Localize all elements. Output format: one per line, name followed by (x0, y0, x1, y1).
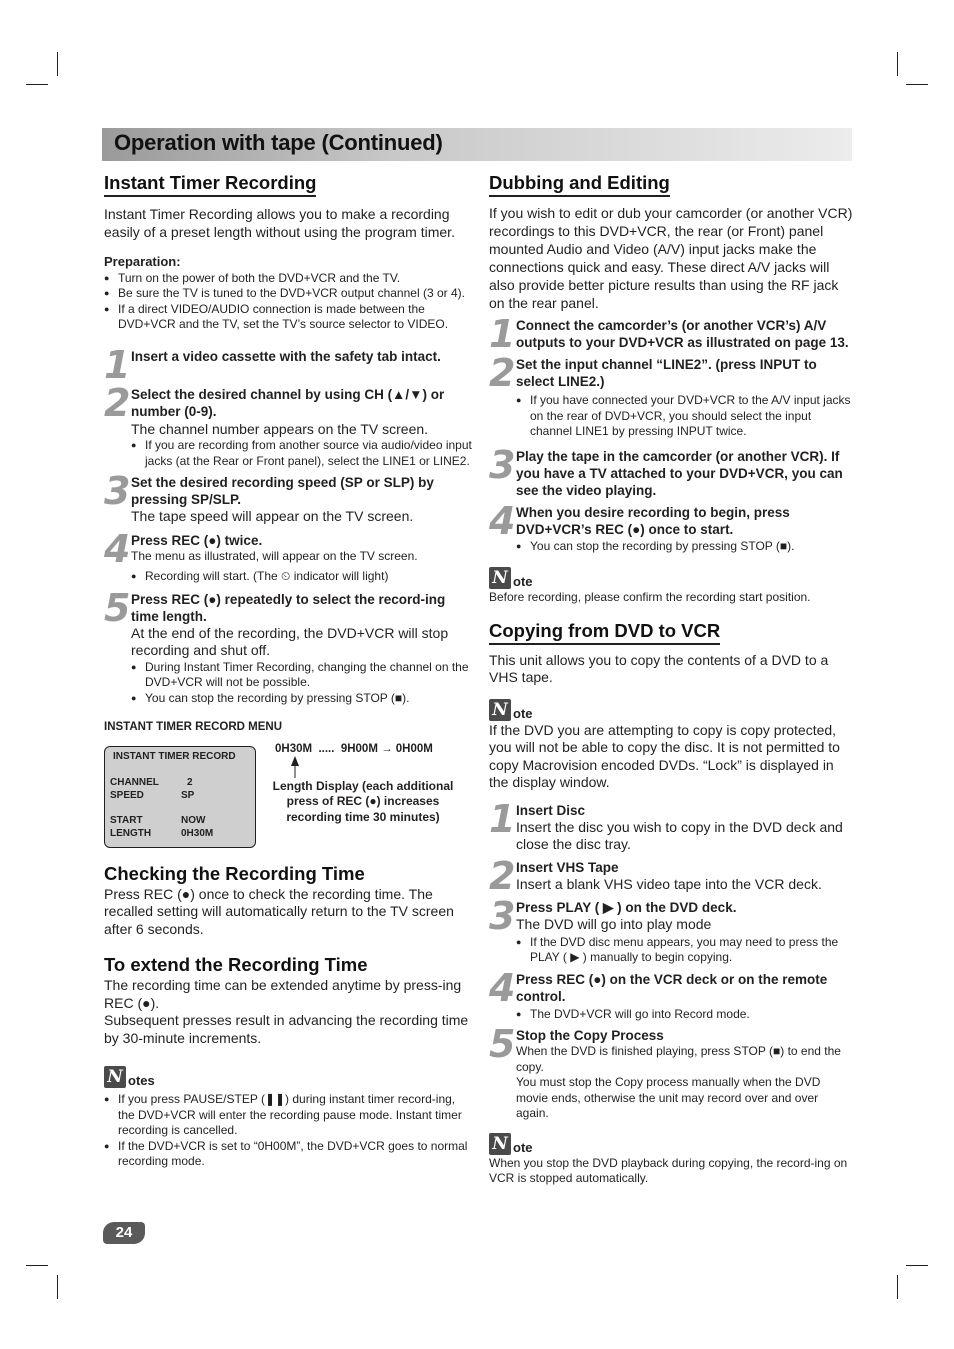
checking-heading: Checking the Recording Time (104, 862, 365, 884)
step-title: Insert Disc (516, 802, 586, 818)
menu-caption: INSTANT TIMER RECORD MENU (104, 721, 283, 733)
step-number: 4 (489, 965, 514, 1010)
step-title: Set the desired recording speed (SP or SLP) by pressing SP/SLP. (131, 475, 434, 507)
step-number: 2 (489, 351, 514, 395)
list-item: ● During Instant Timer Recording, changing the channel on the DVD+VCR will not be possible. (131, 660, 474, 691)
step-number: 1 (104, 342, 129, 387)
list-item: ● If you have connected your DVD+VCR to the A/V input jacks on the rear of DVD+VCR, you should select the input channel LINE1 by pressing INPUT twice. (516, 393, 854, 440)
list-item: ● You can stop the recording by pressing STOP (■). (516, 539, 854, 555)
step-title: Connect the camcorder’s (or another VCR’s) A/V outputs to your DVD+VCR as illustrated on page 13. (516, 318, 849, 350)
step-title: Press REC (●) twice. (131, 532, 263, 548)
dubbing-heading: Dubbing and Editing (489, 172, 670, 197)
copying-heading: Copying from DVD to VCR (489, 620, 720, 645)
dubbing-step-1 (489, 312, 854, 356)
step-number: 5 (489, 1022, 514, 1066)
dubbing-intro: If you wish to edit or dub your camcorder (or another VCR) recordings to this DVD+VCR, the rear (or Front) panel mounted Audio and Video (A/V) input jacks make the connections quick and easy. These direct A/V jacks will also provide better picture results than using the RF jack on the rear panel. (489, 205, 853, 311)
list-item: ● Recording will start. (The ⏲ indicator will light) (131, 569, 474, 585)
dubbing-note-text: Before recording, please confirm the recording start position. (489, 590, 811, 604)
menu-title: INSTANT TIMER RECORD (113, 750, 236, 762)
length-sequence: 0H30M ..... 9H00M → 0H00M (275, 742, 433, 755)
list-item: ● The DVD+VCR will go into Record mode. (516, 1007, 854, 1023)
note-icon: N (104, 1066, 126, 1088)
step-text: The menu as illustrated, will appear on the TV screen. (131, 548, 418, 563)
step-number: 5 (104, 585, 129, 630)
dubbing-note-header (489, 567, 854, 589)
menu-start-label: START (110, 814, 143, 826)
step-number: 1 (489, 796, 514, 841)
preparation-list (104, 271, 474, 333)
menu-length-value: 0H30M (181, 827, 214, 839)
list-item: ● If the DVD disc menu appears, you may need to press the PLAY ( ▶ ) manually to begin copying. (516, 935, 854, 966)
step-number: 2 (104, 380, 129, 425)
list-item: ● If the DVD+VCR is set to “0H00M”, the DVD+VCR goes to normal recording mode. (104, 1139, 474, 1170)
menu-channel-label: CHANNEL (110, 776, 159, 788)
instant-step-2 (104, 380, 474, 470)
step-text: The channel number appears on the TV screen. (131, 420, 429, 437)
step-number: 1 (489, 312, 514, 356)
step-text: At the end of the recording, the DVD+VCR will stop recording and shut off. (131, 624, 449, 658)
note-icon: N (489, 1133, 511, 1155)
crop-mark (26, 84, 48, 85)
copy-step-1 (489, 796, 854, 854)
step-title: Press REC (●) on the VCR deck or on the remote control. (516, 971, 828, 1004)
dubbing-step-2 (489, 351, 854, 440)
list-item: ● If you press PAUSE/STEP (❚❚) during instant timer record-ing, the DVD+VCR will enter the recording pause mode. Instant timer recording is cancelled. (104, 1092, 474, 1139)
notes-header (104, 1066, 474, 1088)
instant-step-4 (104, 526, 474, 585)
note-label: ote (513, 1139, 533, 1155)
menu-start-value: NOW (181, 814, 206, 826)
list-item: ● You can stop the recording by pressing STOP (■). (131, 691, 474, 707)
crop-mark (897, 1275, 898, 1299)
right-column (489, 172, 854, 1187)
step-number: 4 (104, 526, 129, 571)
notes-label: otes (128, 1073, 155, 1088)
copy-step-5 (489, 1022, 854, 1122)
step-title: Insert VHS Tape (516, 859, 619, 875)
length-description: Length Display (each additional press of REC (●) increases recording time 30 minutes) (272, 778, 454, 824)
step-text: The tape speed will appear on the TV screen. (131, 508, 414, 524)
step-number: 3 (104, 469, 129, 513)
dubbing-step-3 (489, 442, 854, 499)
copying-note-text: If the DVD you are attempting to copy is copy protected, you will not be able to copy the disc. It is not permitted to copy Macrovision encoded DVDs. “Lock” is displayed in the display window. (489, 721, 840, 790)
step-text: The DVD will go into play mode (516, 916, 712, 932)
step-title: Press REC (●) repeatedly to select the record-ing time length. (131, 591, 446, 624)
crop-mark (57, 1275, 58, 1299)
extend-heading: To extend the Recording Time (104, 954, 368, 975)
copying-note2-text: When you stop the DVD playback during copying, the record-ing on VCR is stopped automatically. (489, 1155, 848, 1185)
step-text: You must stop the Copy process manually when the DVD movie ends, otherwise the unit may record over and over again. (516, 1075, 821, 1120)
step-number: 3 (489, 442, 514, 487)
menu-speed-value: SP (181, 789, 195, 801)
copying-note-header (489, 699, 854, 721)
step-title: When you desire recording to begin, press DVD+VCR’s REC (●) once to start. (516, 504, 790, 537)
step-number: 3 (489, 894, 514, 938)
section-banner (102, 128, 852, 161)
copy-step-4 (489, 965, 854, 1023)
copy-step-2 (489, 853, 854, 898)
copying-intro: This unit allows you to copy the contents of a DVD to a VHS tape. (489, 651, 829, 685)
menu-channel-value: 2 (187, 776, 193, 788)
note-icon: N (489, 699, 511, 721)
left-column (104, 172, 474, 1170)
step-title: Insert a video cassette with the safety tab intact. (131, 348, 441, 364)
note-label: ote (513, 705, 533, 721)
page-title: Operation with tape (Continued) (114, 130, 443, 155)
step-text: When the DVD is finished playing, press STOP (■) to end the copy. (516, 1044, 841, 1074)
list-item: ● If a direct VIDEO/AUDIO connection is made between the DVD+VCR and the TV, set the TV’s source selector to VIDEO. (104, 302, 474, 333)
step-number: 2 (489, 853, 514, 898)
tv-menu-screen (104, 746, 256, 848)
instant-step-1 (104, 342, 474, 387)
step-number: 4 (489, 498, 514, 543)
list-item: ● Turn on the power of both the DVD+VCR and the TV. (104, 271, 474, 287)
note-icon: N (489, 567, 511, 589)
step-title: Stop the Copy Process (516, 1028, 664, 1043)
list-item: ● If you are recording from another source via audio/video input jacks (at the Rear or Front panel), select the LINE1 or LINE2. (131, 438, 474, 469)
crop-mark (57, 52, 58, 76)
note-label: ote (513, 574, 533, 589)
copy-step-3 (489, 894, 854, 966)
crop-mark (906, 84, 928, 85)
step-title: Select the desired channel by using CH (▲/▼) or number (0-9). (131, 386, 445, 419)
menu-speed-label: SPEED (110, 789, 144, 801)
notes-list (104, 1092, 474, 1170)
copying-note2-header (489, 1133, 854, 1155)
extend-text-1: The recording time can be extended anytime by press-ing REC (●). (104, 977, 462, 1011)
menu-length-label: LENGTH (110, 827, 152, 839)
step-title: Play the tape in the camcorder (or another VCR). If you have a TV attached to your DVD+VCR, you can see the video playing. (516, 448, 843, 498)
crop-mark (26, 1265, 48, 1266)
crop-mark (897, 52, 898, 76)
extend-text-2: Subsequent presses result in advancing the recording time by 30-minute increments. (104, 1012, 469, 1046)
step-text: Insert a blank VHS video tape into the VCR deck. (516, 875, 822, 892)
step-text: Insert the disc you wish to copy in the DVD deck and close the disc tray. (516, 818, 843, 852)
list-item: ● Be sure the TV is tuned to the DVD+VCR output channel (3 or 4). (104, 286, 474, 302)
page-number: 24 (103, 1222, 145, 1244)
arrow-up-icon (290, 756, 300, 778)
instant-step-5 (104, 585, 474, 707)
instant-step-3 (104, 469, 474, 526)
instant-menu-illustration (104, 742, 474, 850)
checking-text: Press REC (●) once to check the recording time. The recalled setting will automatically return to the TV screen after 6 seconds. (104, 885, 454, 937)
instant-intro: Instant Timer Recording allows you to make a recording easily of a preset length without using the program timer. (104, 206, 455, 240)
preparation-label: Preparation: (104, 254, 181, 269)
crop-mark (906, 1265, 928, 1266)
step-title: Press PLAY ( ▶ ) on the DVD deck. (516, 900, 737, 915)
dubbing-step-4 (489, 498, 854, 555)
instant-timer-heading: Instant Timer Recording (104, 172, 316, 197)
step-title: Set the input channel “LINE2”. (press INPUT to select LINE2.) (516, 357, 817, 389)
